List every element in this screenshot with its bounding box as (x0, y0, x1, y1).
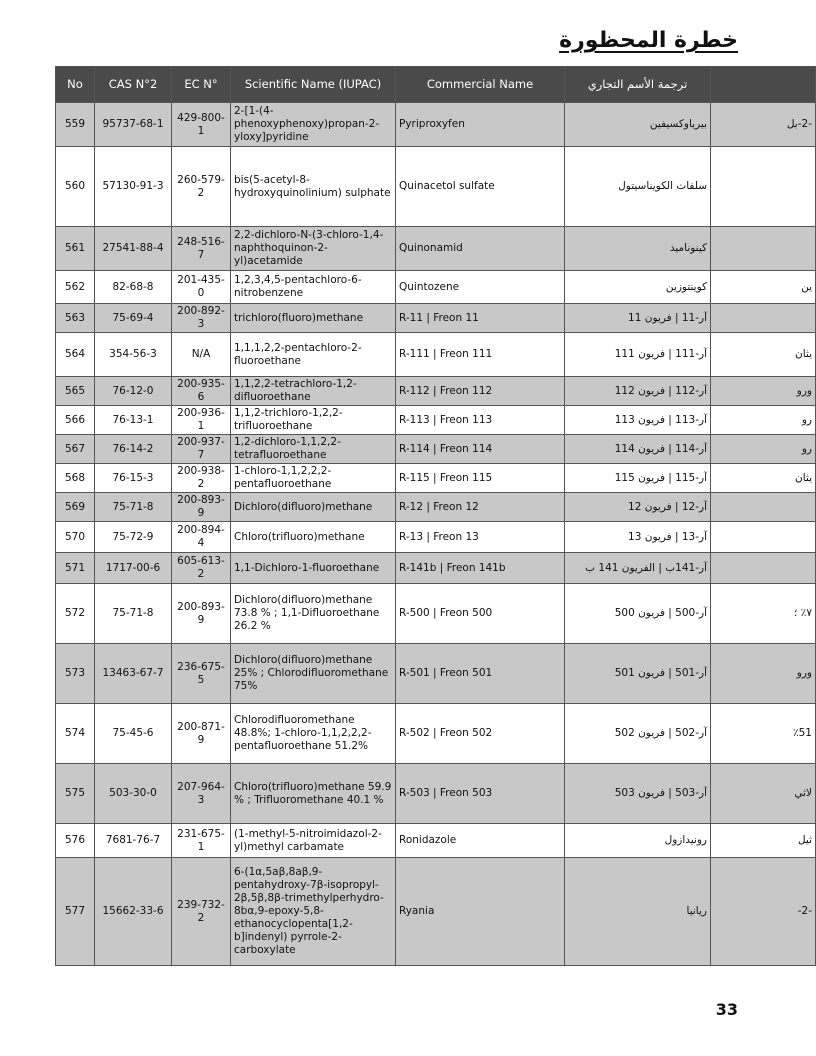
cell-cas: 75-45-6 (95, 704, 172, 764)
cell-arabic-name: آر-113 | فريون 113 (565, 406, 711, 435)
table-row (56, 406, 816, 435)
cell-ec: 200-936-1 (172, 406, 231, 435)
cell-commercial-name: R-501 | Freon 501 (396, 644, 565, 704)
cell-arabic-name: آر-12 | فريون 12 (565, 493, 711, 522)
cell-commercial-name: Quinonamid (396, 227, 565, 271)
cell-ec: 200-893-9 (172, 584, 231, 644)
cell-scientific-name: Chloro(trifluoro)methane 59.9 % ; Trifluoromethane 40.1 % (231, 764, 396, 824)
cell-scientific-name: trichloro(fluoro)methane (231, 304, 396, 333)
header-commercial-name: Commercial Name (396, 67, 565, 103)
cell-no: 565 (56, 377, 95, 406)
cell-cas: 1717-00-6 (95, 553, 172, 584)
cell-cas: 15662-33-6 (95, 858, 172, 966)
cell-cas: 27541-88-4 (95, 227, 172, 271)
cell-arabic-name: رونيدازول (565, 824, 711, 858)
cell-ec: 200-892-3 (172, 304, 231, 333)
header-cas: CAS N°2 (95, 67, 172, 103)
cell-scientific-name: 1,1,1,2,2-pentachloro-2-fluoroethane (231, 333, 396, 377)
cell-extra (711, 227, 816, 271)
cell-ec: 200-937-7 (172, 435, 231, 464)
cell-cas: 75-71-8 (95, 584, 172, 644)
cell-no: 576 (56, 824, 95, 858)
cell-no: 568 (56, 464, 95, 493)
cell-no: 573 (56, 644, 95, 704)
cell-extra (711, 522, 816, 553)
page-number: 33 (715, 1000, 738, 1019)
cell-no: 572 (56, 584, 95, 644)
cell-no: 577 (56, 858, 95, 966)
table-row (56, 271, 816, 304)
cell-ec: 200-893-9 (172, 493, 231, 522)
cell-commercial-name: R-114 | Freon 114 (396, 435, 565, 464)
cell-arabic-name: كينوناميد (565, 227, 711, 271)
cell-cas: 76-12-0 (95, 377, 172, 406)
cell-scientific-name: 2-[1-(4-phenoxyphenoxy)propan-2-yloxy]pyridine (231, 103, 396, 147)
cell-extra: رو (711, 406, 816, 435)
table-row (56, 147, 816, 227)
cell-extra: لاثي (711, 764, 816, 824)
cell-ec: 605-613-2 (172, 553, 231, 584)
cell-cas: 75-72-9 (95, 522, 172, 553)
cell-commercial-name: R-500 | Freon 500 (396, 584, 565, 644)
table-row (56, 493, 816, 522)
table-row (56, 464, 816, 493)
cell-cas: 354-56-3 (95, 333, 172, 377)
table-row (56, 644, 816, 704)
cell-cas: 503-30-0 (95, 764, 172, 824)
cell-cas: 75-71-8 (95, 493, 172, 522)
cell-scientific-name: 1,1-Dichloro-1-fluoroethane (231, 553, 396, 584)
cell-arabic-name: آر-503 | فريون 503 (565, 764, 711, 824)
cell-commercial-name: Quintozene (396, 271, 565, 304)
cell-extra: -2- (711, 858, 816, 966)
cell-scientific-name: 1,2-dichloro-1,1,2,2-tetrafluoroethane (231, 435, 396, 464)
cell-extra (711, 147, 816, 227)
header-scientific-name: Scientific Name (IUPAC) (231, 67, 396, 103)
table-header-row (56, 67, 816, 103)
cell-no: 567 (56, 435, 95, 464)
cell-no: 575 (56, 764, 95, 824)
cell-ec: 201-435-0 (172, 271, 231, 304)
cell-arabic-name: آر-501 | فريون 501 (565, 644, 711, 704)
cell-commercial-name: Ryania (396, 858, 565, 966)
cell-ec: 236-675-5 (172, 644, 231, 704)
cell-cas: 82-68-8 (95, 271, 172, 304)
cell-no: 561 (56, 227, 95, 271)
cell-commercial-name: Ronidazole (396, 824, 565, 858)
cell-cas: 76-14-2 (95, 435, 172, 464)
cell-no: 562 (56, 271, 95, 304)
cell-cas: 75-69-4 (95, 304, 172, 333)
table-row (56, 824, 816, 858)
cell-commercial-name: R-111 | Freon 111 (396, 333, 565, 377)
cell-no: 571 (56, 553, 95, 584)
cell-arabic-name: آر-500 | فريون 500 (565, 584, 711, 644)
cell-no: 566 (56, 406, 95, 435)
table-row (56, 377, 816, 406)
cell-cas: 7681-76-7 (95, 824, 172, 858)
table-row (56, 764, 816, 824)
cell-ec: 260-579-2 (172, 147, 231, 227)
cell-extra: ورو (711, 377, 816, 406)
cell-commercial-name: Quinacetol sulfate (396, 147, 565, 227)
cell-scientific-name: Dichloro(difluoro)methane (231, 493, 396, 522)
cell-extra: ورو (711, 644, 816, 704)
cell-no: 559 (56, 103, 95, 147)
cell-extra: يثان (711, 333, 816, 377)
cell-ec: 200-894-4 (172, 522, 231, 553)
cell-arabic-name: آر-114 | فريون 114 (565, 435, 711, 464)
table-row (56, 584, 816, 644)
cell-cas: 13463-67-7 (95, 644, 172, 704)
cell-scientific-name: Chlorodifluoromethane 48.8%; 1-chloro-1,1,2,2,2-pentafluoroethane 51.2% (231, 704, 396, 764)
cell-commercial-name: R-141b | Freon 141b (396, 553, 565, 584)
table-row (56, 553, 816, 584)
cell-cas: 95737-68-1 (95, 103, 172, 147)
chemicals-table (55, 66, 812, 966)
cell-extra (711, 553, 816, 584)
cell-extra (711, 493, 816, 522)
cell-scientific-name: (1-methyl-5-nitroimidazol-2-yl)methyl carbamate (231, 824, 396, 858)
cell-scientific-name: Dichloro(difluoro)methane 25% ; Chlorodifluoromethane 75% (231, 644, 396, 704)
page-title: خطرة المحظورة (559, 28, 738, 53)
cell-ec: 207-964-3 (172, 764, 231, 824)
cell-arabic-name: آر-112 | فريون 112 (565, 377, 711, 406)
header-extra (711, 67, 816, 103)
cell-scientific-name: Dichloro(difluoro)methane 73.8 % ; 1,1-Difluoroethane 26.2 % (231, 584, 396, 644)
cell-no: 569 (56, 493, 95, 522)
cell-cas: 57130-91-3 (95, 147, 172, 227)
cell-extra: ثيل (711, 824, 816, 858)
cell-commercial-name: R-113 | Freon 113 (396, 406, 565, 435)
cell-ec: 231-675-1 (172, 824, 231, 858)
cell-extra: ٧٪ ؛ (711, 584, 816, 644)
table-row (56, 304, 816, 333)
cell-commercial-name: R-13 | Freon 13 (396, 522, 565, 553)
cell-scientific-name: bis(5-acetyl-8-hydroxyquinolinium) sulphate (231, 147, 396, 227)
cell-ec: N/A (172, 333, 231, 377)
cell-arabic-name: آر-502 | فريون 502 (565, 704, 711, 764)
cell-arabic-name: بيرياوكسيفين (565, 103, 711, 147)
cell-arabic-name: آر-141ب | الفريون 141 ب (565, 553, 711, 584)
cell-ec: 239-732-2 (172, 858, 231, 966)
cell-extra (711, 304, 816, 333)
cell-scientific-name: 1,2,3,4,5-pentachloro-6-nitrobenzene (231, 271, 396, 304)
cell-extra: رو (711, 435, 816, 464)
header-no: No (56, 67, 95, 103)
cell-scientific-name: 2,2-dichloro-N-(3-chloro-1,4-naphthoquinon-2-yl)acetamide (231, 227, 396, 271)
cell-no: 564 (56, 333, 95, 377)
table-row (56, 333, 816, 377)
cell-commercial-name: R-11 | Freon 11 (396, 304, 565, 333)
table-row (56, 522, 816, 553)
cell-arabic-name: آر-11 | فريون 11 (565, 304, 711, 333)
cell-extra: ين (711, 271, 816, 304)
table-row (56, 103, 816, 147)
cell-no: 560 (56, 147, 95, 227)
cell-ec: 429-800-1 (172, 103, 231, 147)
cell-commercial-name: R-115 | Freon 115 (396, 464, 565, 493)
cell-arabic-name: ريانيا (565, 858, 711, 966)
cell-ec: 200-938-2 (172, 464, 231, 493)
cell-extra: -2-بل (711, 103, 816, 147)
cell-cas: 76-15-3 (95, 464, 172, 493)
table-row (56, 858, 816, 966)
cell-arabic-name: آر-13 | فريون 13 (565, 522, 711, 553)
cell-commercial-name: Pyriproxyfen (396, 103, 565, 147)
cell-arabic-name: آر-115 | فريون 115 (565, 464, 711, 493)
cell-ec: 200-935-6 (172, 377, 231, 406)
cell-cas: 76-13-1 (95, 406, 172, 435)
cell-commercial-name: R-112 | Freon 112 (396, 377, 565, 406)
cell-commercial-name: R-503 | Freon 503 (396, 764, 565, 824)
cell-ec: 248-516-7 (172, 227, 231, 271)
cell-arabic-name: سلفات الكويناسيتول (565, 147, 711, 227)
cell-commercial-name: R-502 | Freon 502 (396, 704, 565, 764)
cell-commercial-name: R-12 | Freon 12 (396, 493, 565, 522)
table-row (56, 227, 816, 271)
cell-no: 570 (56, 522, 95, 553)
cell-scientific-name: 1,1,2,2-tetrachloro-1,2-difluoroethane (231, 377, 396, 406)
cell-ec: 200-871-9 (172, 704, 231, 764)
table-row (56, 704, 816, 764)
cell-scientific-name: 6-(1α,5aβ,8aβ,9-pentahydroxy-7β-isopropyl-2β,5β,8β-trimethylperhydro-8bα,9-epoxy-5,8-ethanocyclopenta[1,2-b]indenyl) pyrrole-2-carboxylate (231, 858, 396, 966)
cell-scientific-name: Chloro(trifluoro)methane (231, 522, 396, 553)
cell-no: 563 (56, 304, 95, 333)
table-row (56, 435, 816, 464)
cell-no: 574 (56, 704, 95, 764)
cell-scientific-name: 1-chloro-1,1,2,2,2-pentafluoroethane (231, 464, 396, 493)
cell-arabic-name: كوينتوزين (565, 271, 711, 304)
cell-extra: يثان (711, 464, 816, 493)
header-arabic-name: ترجمة الأسم التجاري (565, 67, 711, 103)
cell-extra: ٪51 (711, 704, 816, 764)
cell-arabic-name: آر-111 | فريون 111 (565, 333, 711, 377)
header-ec: EC N° (172, 67, 231, 103)
cell-scientific-name: 1,1,2-trichloro-1,2,2-trifluoroethane (231, 406, 396, 435)
